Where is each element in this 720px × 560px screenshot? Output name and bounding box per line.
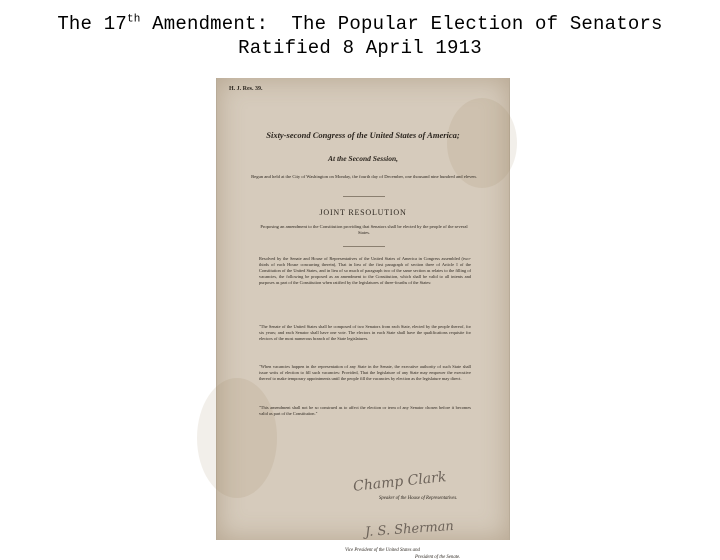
- title-text-pre: The 17: [57, 13, 127, 35]
- document-image: [216, 78, 510, 560]
- resolution-paragraph-3: "When vacancies happen in the representation of any State in the Senate, the executive authority of such State shall issue writs of election to fill such vacancies: Provided, That the legislature of any State may empower the executive thereof to make temporary appointments until the people fill the vacancies by election as the legislature may direct.: [259, 364, 471, 382]
- vice-president-label: Vice President of the United States and: [345, 548, 420, 553]
- paper-stain: [197, 378, 277, 498]
- slide-title: [0, 12, 720, 60]
- begun-text: Begun and held at the City of Washington on Monday, the fourth day of December, one thousand nine hundred and eleven.: [251, 174, 477, 179]
- resolution-paragraph-1: Resolved by the Senate and House of Representatives of the United States of America in Congress assembled (two-thirds of each House concurring therein), That in lieu of the first paragraph of section three of Article I of the Constitution of the United States, and in lieu of so much of paragraph two of the same section as relates to the filling of vacancies, the following be proposed as an amendment to the Constitution, which shall be valid to all intents and purposes as part of the Constitution when ratified by the legislatures of three-fourths of the States:: [259, 256, 471, 286]
- resolution-number: H. J. Res. 39.: [229, 86, 263, 92]
- speaker-signature: Champ Clark: [352, 469, 448, 495]
- title-superscript: th: [126, 13, 141, 26]
- speaker-label: Speaker of the House of Representatives.: [379, 496, 458, 501]
- title-text-post: Amendment: The Popular Election of Senators: [140, 13, 663, 35]
- divider: [343, 196, 385, 197]
- proposing-text: Proposing an amendment to the Constitution providing that Senators shall be elected by the people of the several States.: [260, 224, 468, 235]
- resolution-title: JOINT RESOLUTION: [319, 208, 407, 217]
- resolution-paragraph-4: "This amendment shall not be so construed as to affect the election or term of any Senator chosen before it becomes valid as part of the Constitution.": [259, 405, 471, 417]
- senate-president-label: President of the Senate.: [415, 555, 461, 560]
- session-heading: At the Second Session,: [327, 154, 398, 163]
- congress-heading: Sixty-second Congress of the United States of America;: [266, 130, 460, 140]
- resolution-paragraph-2: "The Senate of the United States shall be composed of two Senators from each State, elected by the people thereof, for six years; and each Senator shall have one vote. The electors in each State shall have the qualifications requisite for electors of the most numerous branch of the State legislatures.: [259, 324, 471, 342]
- divider: [343, 246, 385, 247]
- title-line-1: [0, 12, 720, 36]
- title-line-2: Ratified 8 April 1913: [238, 37, 482, 59]
- vice-president-signature: J. S. Sherman: [364, 518, 455, 541]
